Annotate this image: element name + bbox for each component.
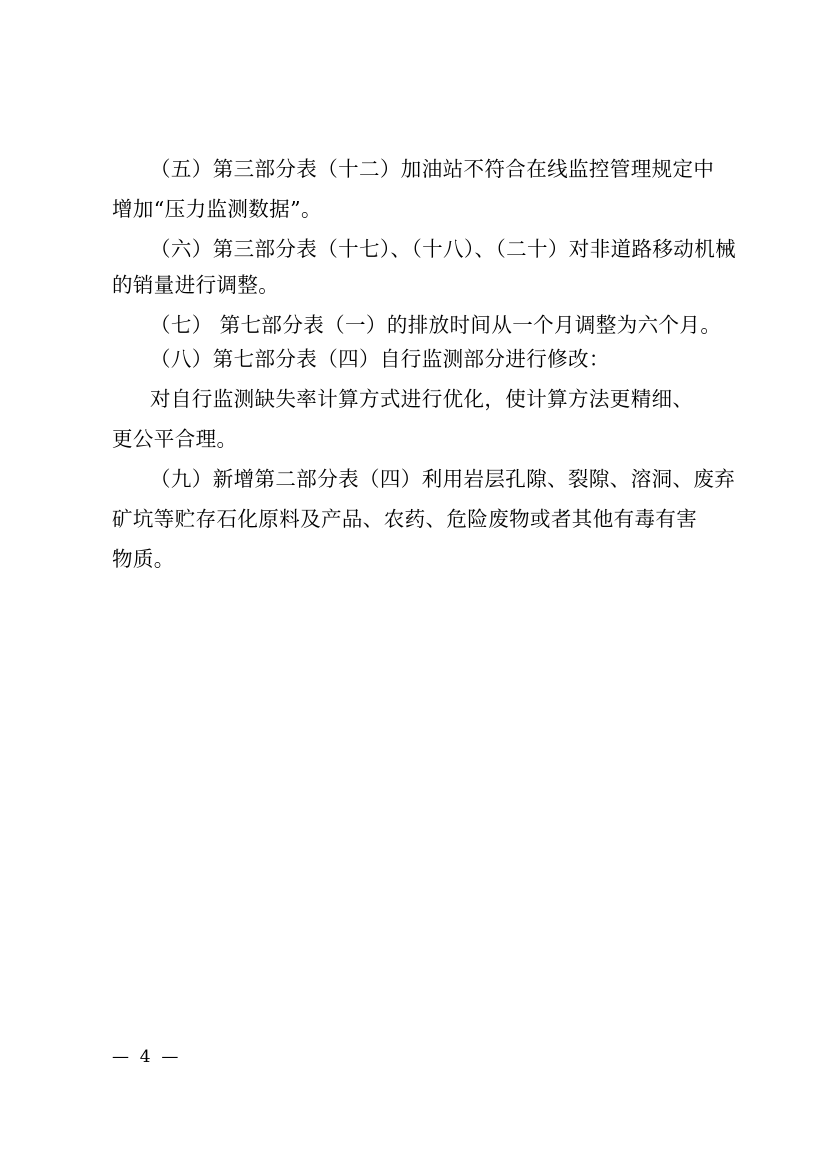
paragraph-7-line-1: （七） 第七部分表（一）的排放时间从一个月调整为六个月。	[150, 313, 722, 337]
paragraph-9-line-1: （九）新增第二部分表（四）利用岩层孔隙、裂隙、溶洞、废弃	[150, 467, 736, 491]
paragraph-8-body-line-1: 对自行监测缺失率计算方式进行优化，使计算方法更精细、	[150, 387, 694, 411]
paragraph-9-line-2: 矿坑等贮存石化原料及产品、农药、危险废物或者其他有毒有害	[112, 507, 698, 531]
paragraph-5-line-1: （五）第三部分表（十二）加油站不符合在线监控管理规定中	[150, 157, 715, 181]
paragraph-9-line-3: 物质。	[112, 547, 175, 571]
paragraph-6-line-1: （六）第三部分表（十七）、（十八）、（二十）对非道路移动机械	[150, 237, 736, 261]
page-number: — 4 —	[112, 1047, 179, 1067]
paragraph-6-line-2: 的销量进行调整。	[112, 273, 280, 297]
paragraph-5-line-2: 增加“压力监测数据”。	[112, 197, 322, 221]
paragraph-8-line-1: （八）第七部分表（四）自行监测部分进行修改：	[150, 347, 610, 371]
paragraph-8-body-line-2: 更公平合理。	[112, 427, 238, 451]
